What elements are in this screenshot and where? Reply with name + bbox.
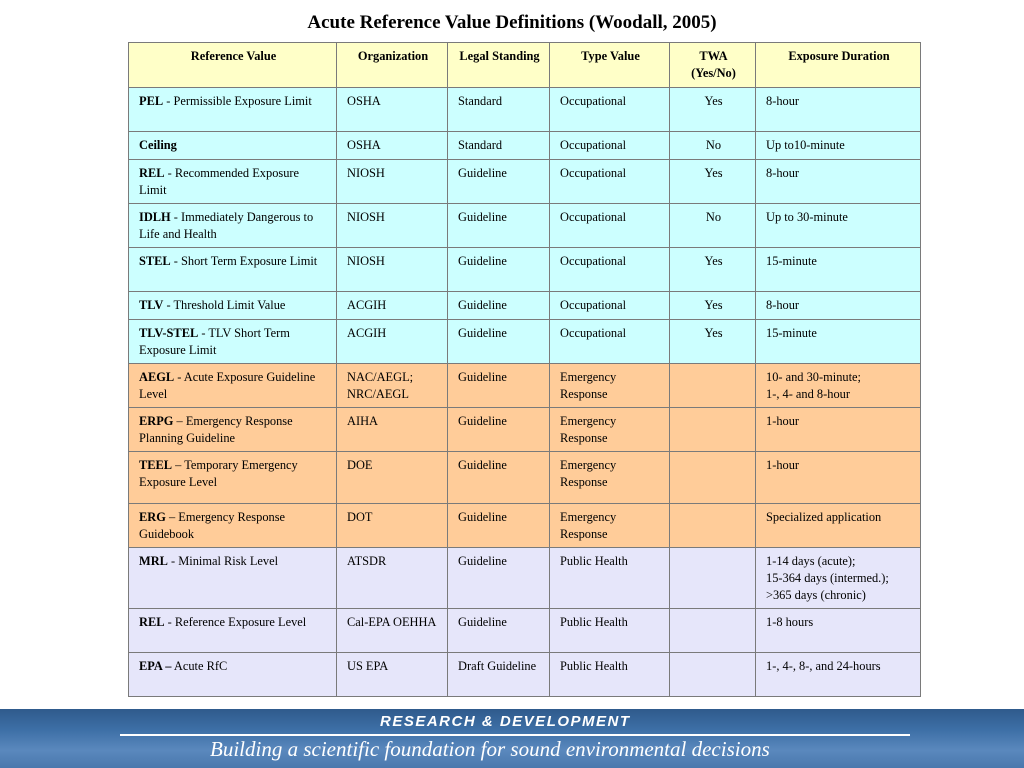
cell-reference-value <box>129 88 337 132</box>
table-row <box>129 408 921 452</box>
duration-line: Specialized application <box>766 510 882 524</box>
cell-reference-value <box>129 132 337 160</box>
cell-exposure-duration <box>756 364 921 408</box>
cell-legal-standing: Guideline <box>448 320 550 364</box>
cell-organization: Cal-EPA OEHHA <box>337 609 448 653</box>
reference-separator: - <box>174 370 184 384</box>
cell-type-value: Occupational <box>550 160 670 204</box>
cell-exposure-duration <box>756 408 921 452</box>
header-twa: TWA (Yes/No) <box>670 43 756 88</box>
reference-full-name: Acute Exposure Guideline Level <box>139 370 316 401</box>
cell-organization: NAC/AEGL; NRC/AEGL <box>337 364 448 408</box>
cell-type-value: Emergency Response <box>550 364 670 408</box>
cell-exposure-duration <box>756 204 921 248</box>
cell-twa: Yes <box>670 88 756 132</box>
duration-line: 1-hour <box>766 458 800 472</box>
header-row <box>129 43 921 88</box>
cell-type-value: Public Health <box>550 653 670 697</box>
reference-full-name: Emergency Response Planning Guideline <box>139 414 293 445</box>
cell-organization: NIOSH <box>337 204 448 248</box>
cell-organization: ATSDR <box>337 548 448 609</box>
duration-line: 1-8 hours <box>766 615 814 629</box>
cell-organization: OSHA <box>337 88 448 132</box>
reference-full-name: Temporary Emergency Exposure Level <box>139 458 298 489</box>
cell-legal-standing: Guideline <box>448 504 550 548</box>
footer-tagline: Building a scientific foundation for sound environmental decisions <box>210 737 770 761</box>
table-row <box>129 653 921 697</box>
duration-line: 8-hour <box>766 94 800 108</box>
cell-reference-value <box>129 548 337 609</box>
table-row <box>129 204 921 248</box>
cell-twa: Yes <box>670 160 756 204</box>
reference-separator: - <box>170 210 182 224</box>
cell-exposure-duration <box>756 320 921 364</box>
cell-exposure-duration <box>756 88 921 132</box>
table-row <box>129 609 921 653</box>
reference-abbreviation: MRL <box>139 554 168 568</box>
cell-reference-value <box>129 160 337 204</box>
cell-organization: NIOSH <box>337 160 448 204</box>
cell-reference-value <box>129 408 337 452</box>
duration-line: Up to 30-minute <box>766 210 848 224</box>
cell-type-value: Occupational <box>550 248 670 292</box>
table-row <box>129 320 921 364</box>
cell-type-value: Public Health <box>550 548 670 609</box>
reference-full-name: Immediately Dangerous to Life and Health <box>139 210 314 241</box>
reference-separator: - <box>163 94 174 108</box>
duration-line: 10- and 30-minute; <box>766 370 861 384</box>
duration-line: 15-minute <box>766 326 817 340</box>
reference-abbreviation: IDLH <box>139 210 171 224</box>
reference-separator: – <box>165 510 179 524</box>
table-row <box>129 292 921 320</box>
reference-separator: - <box>163 298 174 312</box>
cell-organization: NIOSH <box>337 248 448 292</box>
cell-legal-standing: Guideline <box>448 609 550 653</box>
reference-full-name: Permissible Exposure Limit <box>173 94 312 108</box>
cell-legal-standing: Guideline <box>448 452 550 504</box>
reference-full-name: TLV Short Term Exposure Limit <box>139 326 290 357</box>
reference-separator: - <box>164 615 175 629</box>
cell-twa: Yes <box>670 320 756 364</box>
cell-exposure-duration <box>756 653 921 697</box>
reference-full-name: Threshold Limit Value <box>173 298 286 312</box>
reference-separator: - <box>164 166 175 180</box>
footer-banner <box>0 709 1024 768</box>
cell-twa <box>670 408 756 452</box>
duration-line: Up to10-minute <box>766 138 845 152</box>
footer-title: RESEARCH & DEVELOPMENT <box>380 713 631 730</box>
cell-reference-value <box>129 320 337 364</box>
cell-type-value: Occupational <box>550 88 670 132</box>
cell-reference-value <box>129 292 337 320</box>
cell-twa <box>670 548 756 609</box>
header-organization: Organization <box>337 43 448 88</box>
cell-organization: OSHA <box>337 132 448 160</box>
table-row <box>129 132 921 160</box>
reference-abbreviation: ERG <box>139 510 166 524</box>
cell-organization: ACGIH <box>337 292 448 320</box>
cell-legal-standing: Guideline <box>448 160 550 204</box>
duration-line: 15-minute <box>766 254 817 268</box>
reference-separator: – <box>172 458 185 472</box>
cell-reference-value <box>129 452 337 504</box>
reference-full-name: Recommended Exposure Limit <box>139 166 300 197</box>
reference-full-name: Acute RfC <box>173 659 228 673</box>
cell-reference-value <box>129 204 337 248</box>
cell-twa <box>670 504 756 548</box>
duration-line: 8-hour <box>766 298 800 312</box>
cell-twa <box>670 653 756 697</box>
reference-abbreviation: TLV <box>139 298 164 312</box>
footer-divider <box>120 734 910 736</box>
cell-type-value: Occupational <box>550 132 670 160</box>
cell-exposure-duration <box>756 504 921 548</box>
cell-organization: AIHA <box>337 408 448 452</box>
table-row <box>129 364 921 408</box>
duration-line: 15-364 days (intermed.); <box>766 571 889 585</box>
cell-exposure-duration <box>756 132 921 160</box>
table-row <box>129 504 921 548</box>
cell-type-value: Emergency Response <box>550 452 670 504</box>
reference-full-name: Reference Exposure Level <box>174 615 307 629</box>
table-row <box>129 548 921 609</box>
duration-line: >365 days (chronic) <box>766 588 866 602</box>
cell-legal-standing: Guideline <box>448 548 550 609</box>
reference-abbreviation: PEL <box>139 94 164 108</box>
cell-exposure-duration <box>756 248 921 292</box>
cell-twa <box>670 609 756 653</box>
reference-abbreviation: Ceiling <box>139 138 177 152</box>
header-exposure-duration: Exposure Duration <box>756 43 921 88</box>
table-row <box>129 248 921 292</box>
header-type-value: Type Value <box>550 43 670 88</box>
cell-type-value: Emergency Response <box>550 504 670 548</box>
cell-reference-value <box>129 653 337 697</box>
duration-line: 1-, 4-, 8-, and 24-hours <box>766 659 881 673</box>
reference-abbreviation: REL <box>139 166 165 180</box>
cell-type-value: Public Health <box>550 609 670 653</box>
reference-value-table <box>128 42 921 697</box>
reference-separator: – <box>173 414 186 428</box>
reference-abbreviation: STEL <box>139 254 171 268</box>
cell-twa <box>670 452 756 504</box>
cell-organization: US EPA <box>337 653 448 697</box>
cell-type-value: Occupational <box>550 320 670 364</box>
reference-abbreviation: EPA – <box>139 659 172 673</box>
duration-line: 1-14 days (acute); <box>766 554 856 568</box>
cell-exposure-duration <box>756 292 921 320</box>
reference-separator: - <box>167 554 179 568</box>
reference-separator: - <box>170 254 182 268</box>
cell-exposure-duration <box>756 160 921 204</box>
reference-abbreviation: REL <box>139 615 165 629</box>
reference-abbreviation: TLV-STEL <box>139 326 199 340</box>
cell-twa: No <box>670 132 756 160</box>
cell-organization: DOE <box>337 452 448 504</box>
duration-line: 1-, 4- and 8-hour <box>766 387 850 401</box>
reference-abbreviation: AEGL <box>139 370 175 384</box>
cell-legal-standing: Guideline <box>448 204 550 248</box>
cell-legal-standing: Draft Guideline <box>448 653 550 697</box>
cell-legal-standing: Standard <box>448 132 550 160</box>
table-row <box>129 160 921 204</box>
cell-organization: ACGIH <box>337 320 448 364</box>
reference-full-name: Minimal Risk Level <box>178 554 279 568</box>
cell-twa: No <box>670 204 756 248</box>
duration-line: 1-hour <box>766 414 800 428</box>
cell-exposure-duration <box>756 452 921 504</box>
reference-abbreviation: TEEL <box>139 458 173 472</box>
reference-full-name: Short Term Exposure Limit <box>181 254 318 268</box>
header-reference-value: Reference Value <box>129 43 337 88</box>
cell-reference-value <box>129 504 337 548</box>
reference-full-name: Emergency Response Guidebook <box>139 510 286 541</box>
cell-legal-standing: Guideline <box>448 408 550 452</box>
table-row <box>129 88 921 132</box>
page-title: Acute Reference Value Definitions (Woodall, 2005) <box>307 12 717 33</box>
cell-exposure-duration <box>756 609 921 653</box>
header-legal-standing: Legal Standing <box>448 43 550 88</box>
cell-legal-standing: Standard <box>448 88 550 132</box>
cell-legal-standing: Guideline <box>448 364 550 408</box>
cell-type-value: Occupational <box>550 292 670 320</box>
reference-separator: - <box>198 326 209 340</box>
cell-organization: DOT <box>337 504 448 548</box>
cell-reference-value <box>129 364 337 408</box>
cell-exposure-duration <box>756 548 921 609</box>
table-row <box>129 452 921 504</box>
reference-abbreviation: ERPG <box>139 414 174 428</box>
cell-type-value: Occupational <box>550 204 670 248</box>
cell-legal-standing: Guideline <box>448 248 550 292</box>
cell-type-value: Emergency Response <box>550 408 670 452</box>
cell-twa <box>670 364 756 408</box>
duration-line: 8-hour <box>766 166 800 180</box>
cell-twa: Yes <box>670 292 756 320</box>
cell-twa: Yes <box>670 248 756 292</box>
cell-reference-value <box>129 609 337 653</box>
cell-legal-standing: Guideline <box>448 292 550 320</box>
cell-reference-value <box>129 248 337 292</box>
